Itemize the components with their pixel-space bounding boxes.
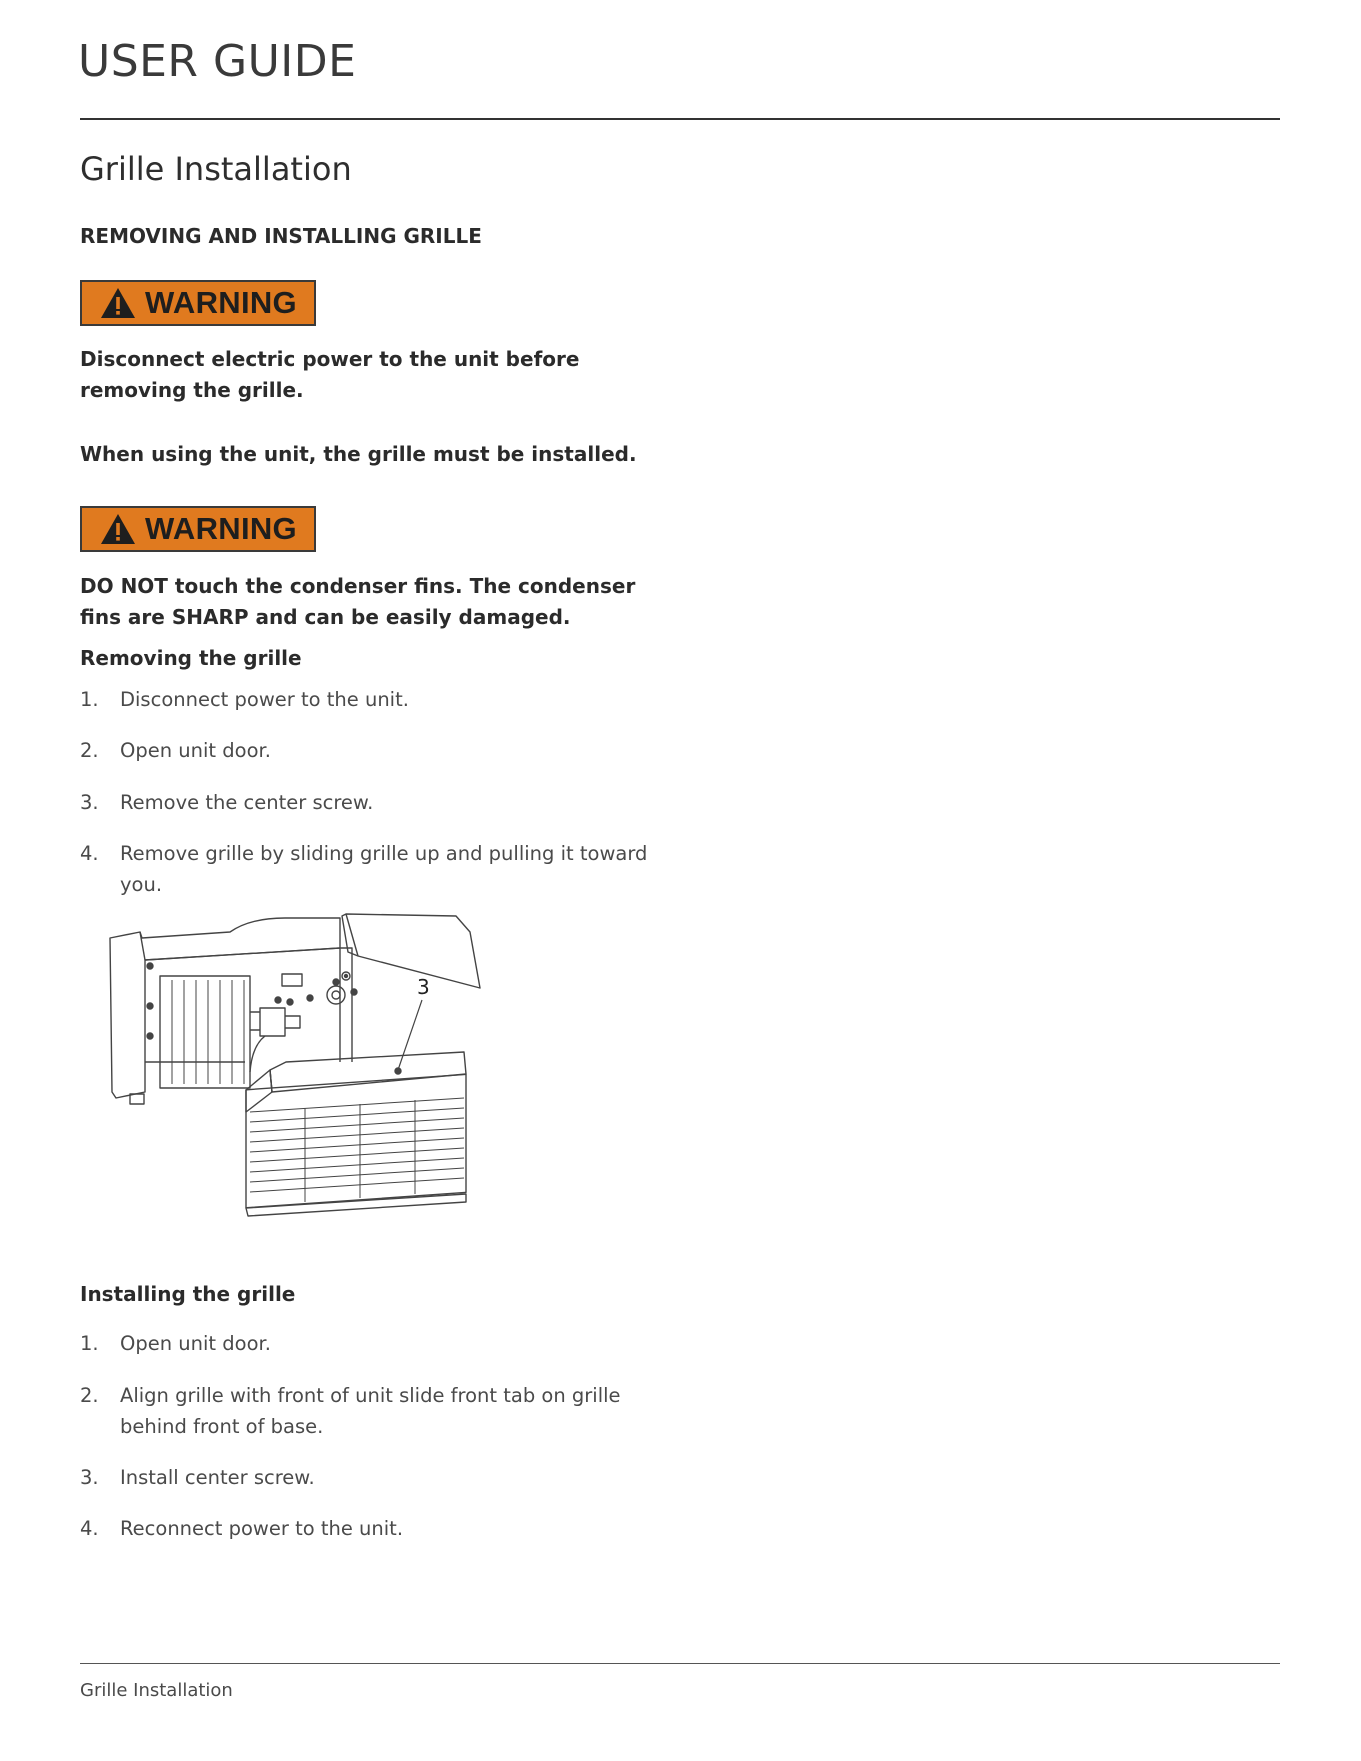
list-item: 3. Remove the center screw. bbox=[80, 791, 374, 814]
list-item: 3. Install center screw. bbox=[80, 1466, 315, 1489]
list-item: 4. Remove grille by sliding grille up and pulling it toward you. bbox=[80, 842, 648, 896]
footer-divider bbox=[80, 1663, 1280, 1664]
list-item: 4. Reconnect power to the unit. bbox=[80, 1517, 404, 1540]
warning-triangle-icon bbox=[99, 512, 137, 546]
header-divider bbox=[80, 118, 1280, 120]
warning-text: DO NOT touch the condenser fins. The condenser fins are SHARP and can be easily damaged. bbox=[80, 574, 636, 629]
warning-text: When using the unit, the grille must be installed. bbox=[80, 442, 637, 466]
warning-label: WARNING bbox=[145, 511, 297, 546]
warning-text: Disconnect electric power to the unit before removing the grille. bbox=[80, 347, 580, 402]
warning-banner bbox=[80, 506, 316, 552]
warning-label: WARNING bbox=[145, 285, 297, 320]
callout-label: 3 bbox=[417, 975, 430, 999]
list-item: 1. Open unit door. bbox=[80, 1332, 271, 1355]
page-title: USER GUIDE bbox=[78, 36, 357, 87]
list-item: 2. Align grille with front of unit slide front tab on grille behind front of base. bbox=[80, 1384, 621, 1438]
section-title: Grille Installation bbox=[80, 150, 352, 188]
list-item: 1. Disconnect power to the unit. bbox=[80, 688, 409, 711]
footer-section-label: Grille Installation bbox=[80, 1680, 233, 1701]
warning-triangle-icon bbox=[99, 286, 137, 320]
section-subheading: REMOVING AND INSTALLING GRILLE bbox=[80, 224, 482, 248]
removing-heading: Removing the grille bbox=[80, 646, 302, 670]
list-item: 2. Open unit door. bbox=[80, 739, 271, 762]
grille-removal-illustration bbox=[100, 912, 550, 1250]
warning-banner bbox=[80, 280, 316, 326]
installing-heading: Installing the grille bbox=[80, 1282, 296, 1306]
